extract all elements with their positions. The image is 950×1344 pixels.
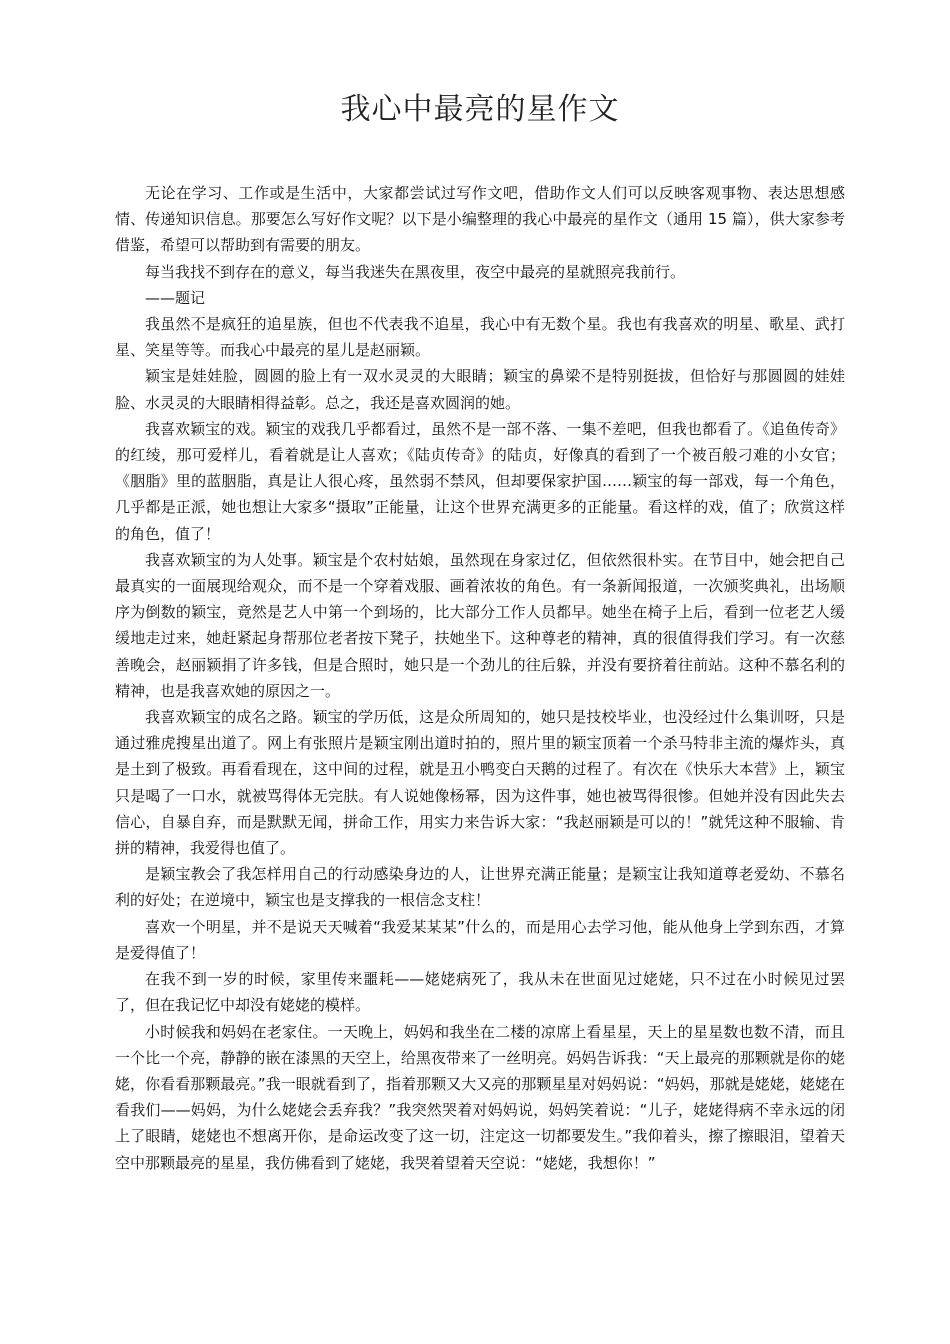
paragraph-epigraph: ——题记 (145, 288, 206, 307)
paragraph: 喜欢一个明星，并不是说天天喊着“我爱某某某”什么的，而是用心去学习他，能从他身上学到东西，才算是爱得值了！ (115, 917, 845, 962)
paragraph-intro: 无论在学习、工作或是生活中，大家都尝试过写作文吧，借助作文人们可以反映客观事物、表达思想感情、传递知识信息。那要怎么写好作文呢？以下是小编整理的我心中最亮的星作文（通用 15 篇），供大家参考借鉴，希望可以帮助到有需要的朋友。 (115, 184, 845, 255)
paragraph: 小时候我和妈妈在老家住。一天晚上，妈妈和我坐在二楼的凉席上看星星，天上的星星数也数不清，而且一个比一个亮，静静的嵌在漆黑的天空上，给黑夜带来了一丝明亮。妈妈告诉我：“天上最亮的那颗就是你的姥姥，你看看那颗最亮。”我一眼就看到了，指着那颗又大又亮的那颗星星对妈妈说：“妈妈，那就是姥姥，姥姥在看我们——妈妈，为什么姥姥会丢弃我？”我突然哭着对妈妈说，妈妈笑着说：“儿子，姥姥得病不幸永远的闭上了眼睛，姥姥也不想离开你，是命运改变了这一切，注定这一切都要发生。”我仰着头，擦了擦眼泪，望着天空中那颗最亮的星星，我仿佛看到了姥姥，我哭着望着天空说：“姥姥，我想你！” (115, 1022, 845, 1172)
paragraph: 我虽然不是疯狂的追星族，但也不代表我不追星，我心中有无数个星。我也有我喜欢的明星、歌星、武打星、笑星等等。而我心中最亮的星儿是赵丽颖。 (115, 315, 845, 360)
paragraph: 我喜欢颖宝的戏。颖宝的戏我几乎都看过，虽然不是一部不落、一集不差吧，但我也都看了。《追鱼传奇》的红绫，那可爱样儿，看着就是让人喜欢；《陆贞传奇》的陆贞，好像真的看到了一个被百般刁难的小女官；《胭脂》里的蓝胭脂，真是让人很心疼，虽然弱不禁风，但却要保家护国……颖宝的每一部戏，每一个角色，几乎都是正派，她也想让大家多“摄取”正能量，让这个世界充满更多的正能量。看这样的戏，值了；欣赏这样的角色，值了！ (115, 419, 845, 543)
paragraph: 在我不到一岁的时候，家里传来噩耗——姥姥病死了，我从未在世面见过姥姥，只不过在小时候见过罢了，但在我记忆中却没有姥姥的模样。 (115, 970, 845, 1015)
paragraph: 我喜欢颖宝的为人处事。颖宝是个农村姑娘，虽然现在身家过亿，但依然很朴实。在节目中，她会把自己最真实的一面展现给观众，而不是一个穿着戏服、画着浓妆的角色。有一条新闻报道，一次颁奖典礼，出场顺序为倒数的颖宝，竟然是艺人中第一个到场的，比大部分工作人员都早。她坐在椅子上后，看到一位老艺人缓缓地走过来，她赶紧起身帮那位老者按下凳子，扶她坐下。这种尊老的精神，真的很值得我们学习。有一次慈善晚会，赵丽颖捐了许多钱，但是合照时，她只是一个劲儿的往后躲，并没有要挤着往前站。这种不慕名利的精神，也是我喜欢她的原因之一。 (115, 550, 845, 700)
paragraph: 是颖宝教会了我怎样用自己的行动感染身边的人，让世界充满正能量；是颖宝让我知道尊老爱幼、不慕名利的好处；在逆境中，颖宝也是支撑我的一根信念支柱！ (115, 865, 845, 910)
paragraph: 颖宝是娃娃脸，圆圆的脸上有一双水灵灵的大眼睛；颖宝的鼻梁不是特别挺拔，但恰好与那圆圆的娃娃脸、水灵灵的大眼睛相得益彰。总之，我还是喜欢圆润的她。 (115, 367, 845, 412)
paragraph: 每当我找不到存在的意义，每当我迷失在黑夜里，夜空中最亮的星就照亮我前行。 (145, 262, 686, 281)
paragraph: 我喜欢颖宝的成名之路。颖宝的学历低，这是众所周知的，她只是技校毕业，也没经过什么集训呀，只是通过雅虎搜星出道了。网上有张照片是颖宝刚出道时拍的，照片里的颖宝顶着一个杀马特非主流的爆炸头，真是土到了极致。再看看现在，这中间的过程，就是丑小鸭变白天鹅的过程了。有次在《快乐大本营》上，颖宝只是喝了一口水，就被骂得体无完肤。有人说她像杨幂，因为这件事，她也被骂得很惨。但她并没有因此失去信心，自暴自弃，而是默默无闻，拼命工作，用实力来告诉大家：“我赵丽颖是可以的！”就凭这种不服输、肯拼的精神，我爱得也值了。 (115, 708, 845, 858)
document-title: 我心中最亮的星作文 (340, 92, 620, 127)
document-body (115, 180, 845, 1176)
